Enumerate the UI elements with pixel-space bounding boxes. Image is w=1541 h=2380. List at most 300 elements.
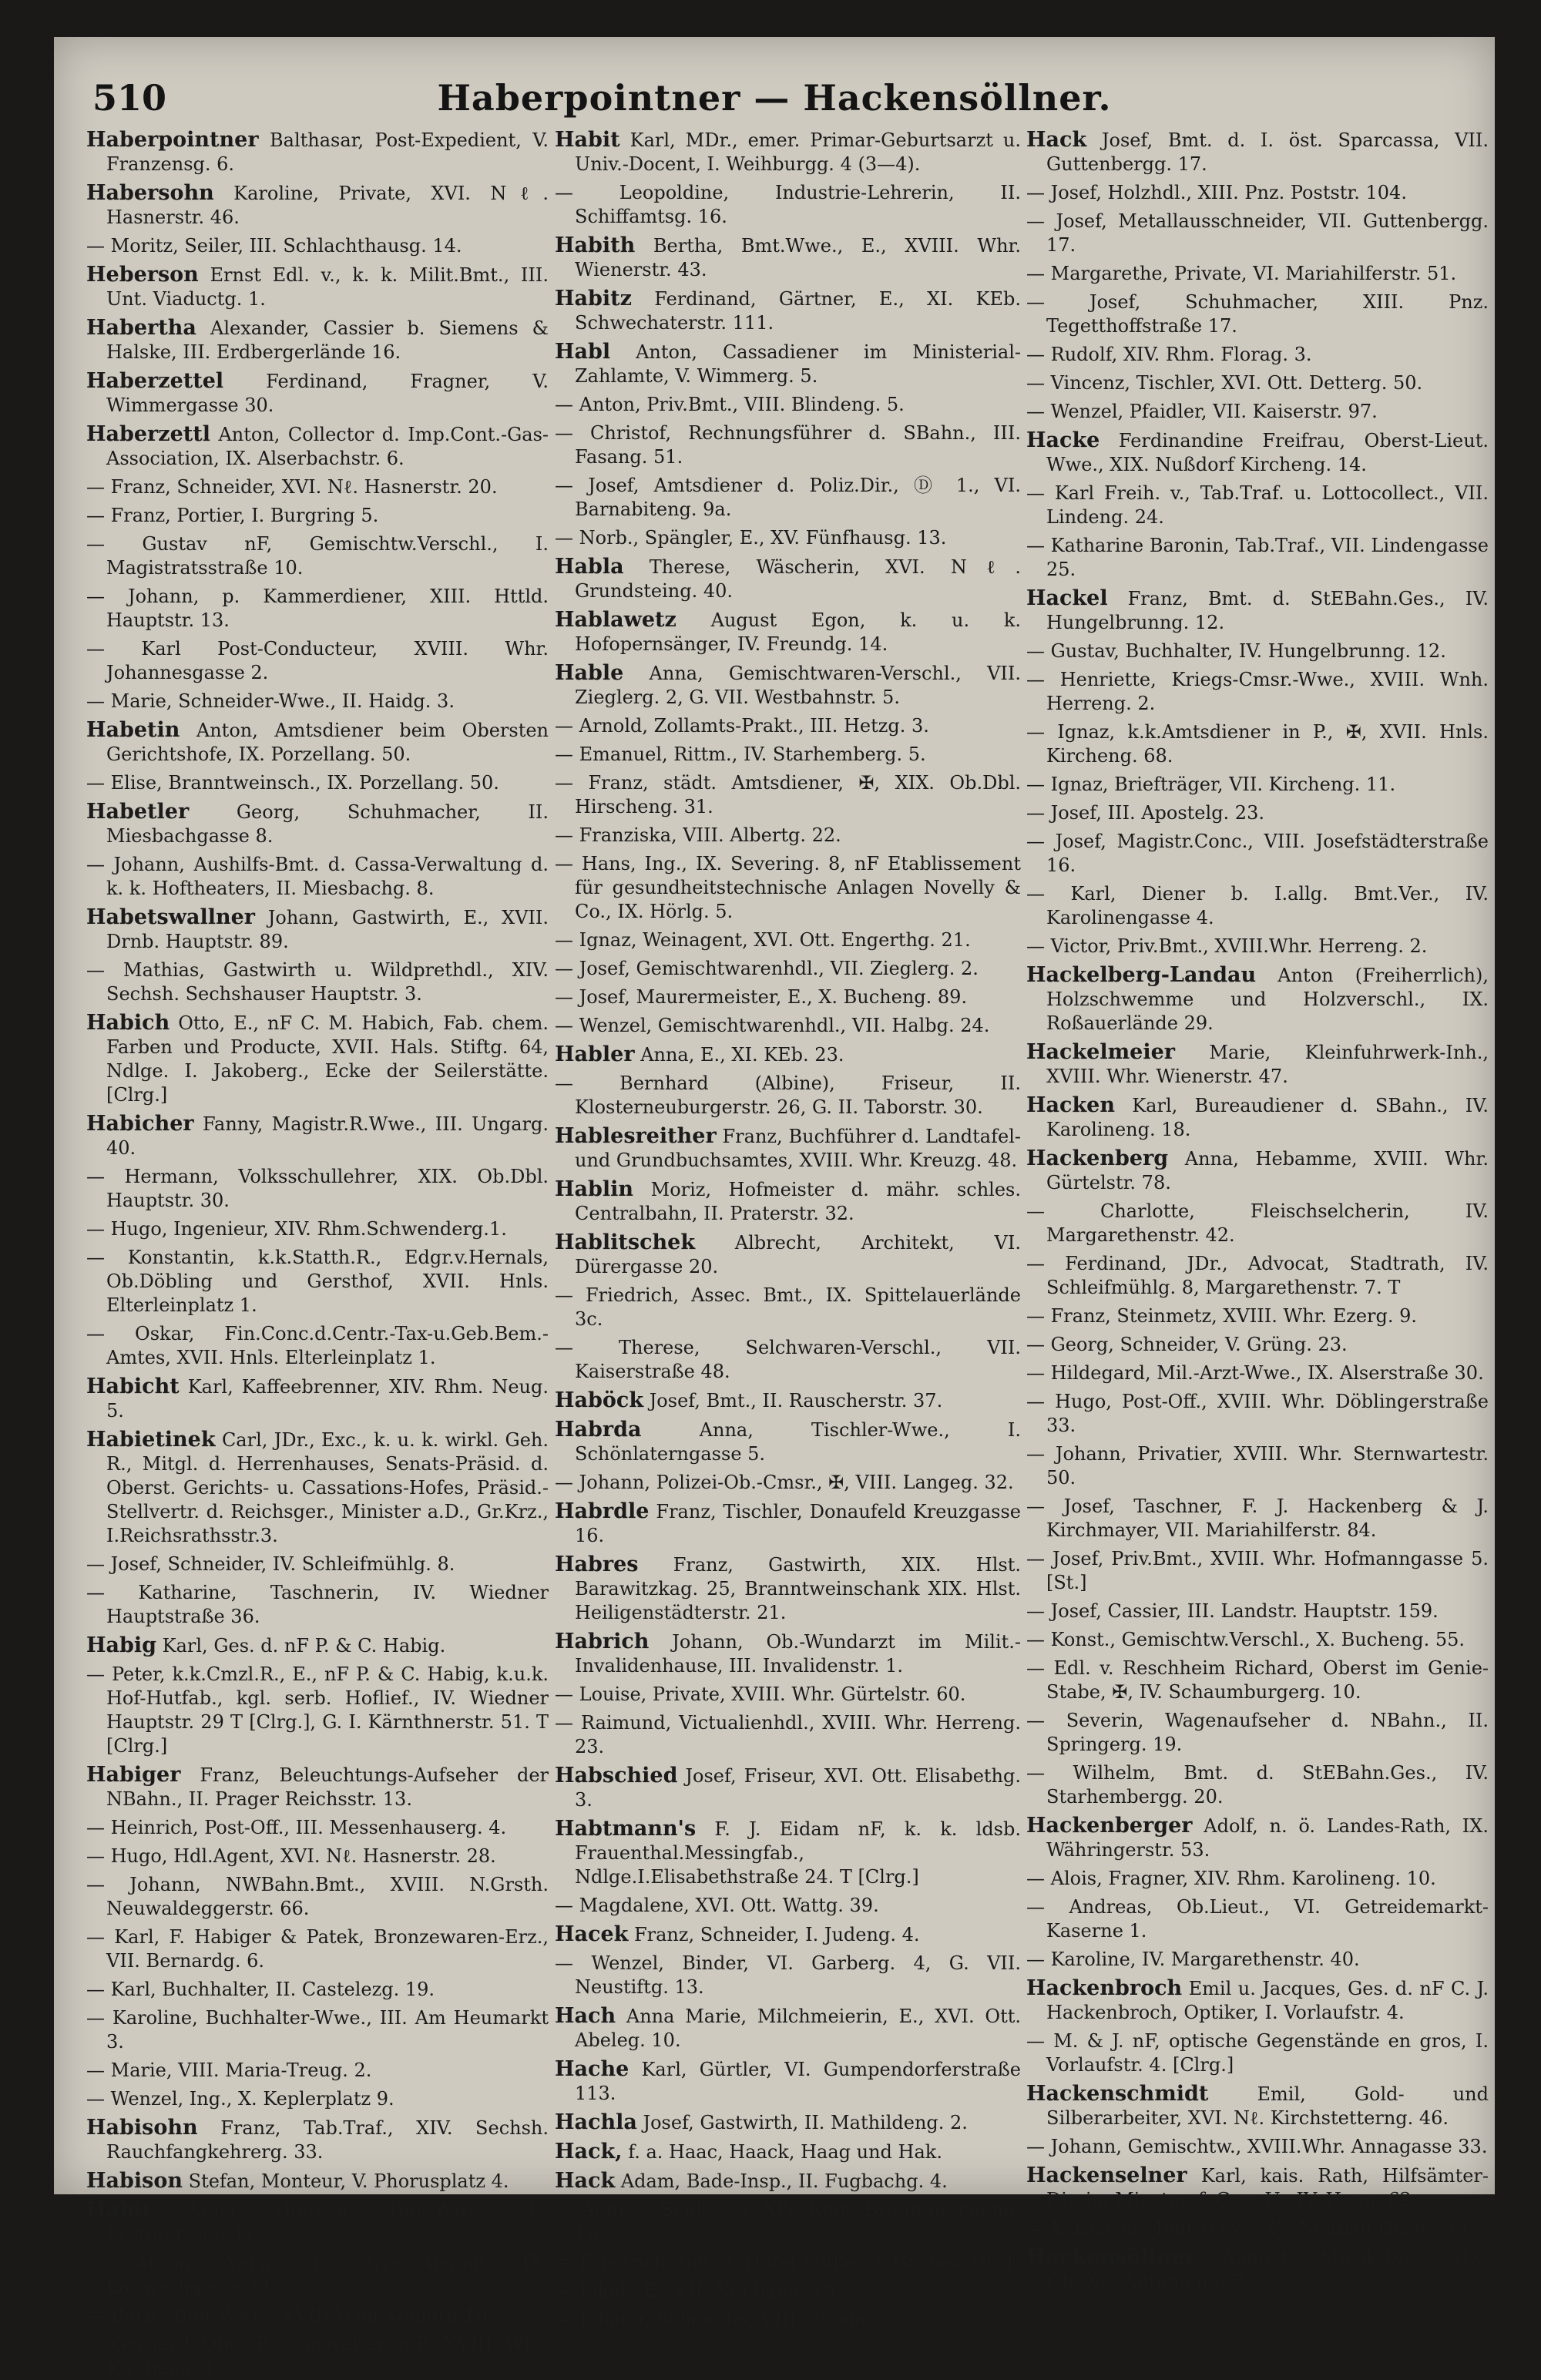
directory-entry: [86, 958, 549, 1006]
entry-details: Franz, Beleuchtungs-Aufseher der NBahn., II. Prager Reichsstr. 13.: [106, 1764, 549, 1810]
entry-details: — Franz, städt. Amtsdiener, ✠, XIX. Ob.Dbl. Hirscheng. 31.: [555, 772, 1021, 817]
entry-surname: Hacek: [555, 1922, 629, 1946]
directory-entry: [555, 287, 1021, 335]
entry-details: — Karoline, IV. Margarethenstr. 40.: [1026, 1949, 1360, 1970]
directory-entry: [1026, 1948, 1489, 1972]
entry-details: — Konst., Gemischtw.Verschl., X. Bucheng. 55.: [1026, 1629, 1465, 1650]
entry-details: Adam, Bade-Insp., II. Fugbachg. 4.: [620, 2170, 948, 2192]
entry-details: — Johann, Schneider, VIII. Skodag. 5.: [555, 2308, 908, 2330]
entry-surname: Hackel: [1026, 586, 1108, 610]
entry-surname: Hack,: [555, 2140, 623, 2163]
entry-surname: Haberzettl: [86, 422, 210, 446]
directory-entry: [555, 1922, 1021, 1947]
entry-surname: Haberpointner: [86, 128, 259, 152]
directory-entry: [86, 532, 549, 580]
directory-entry: [86, 128, 549, 176]
directory-entry: [1026, 428, 1489, 477]
entry-surname: Habit: [86, 2198, 152, 2222]
entry-details: — M. & J. nF, optische Gegenstände en gros, I. Vorlaufstr. 4. [Clrg.]: [1026, 2030, 1489, 2076]
entry-details: — Hermann, Volksschullehrer, XIX. Ob.Dbl. Hauptstr. 30.: [86, 1166, 549, 1211]
directory-entry: [555, 661, 1021, 710]
directory-entry: [1026, 639, 1489, 663]
entry-details: — Josef, Holzhdl., XIII. Pnz. Poststr. 104.: [1026, 182, 1407, 203]
entry-details: — Josef, Schuhmacher, XIII. Pnz. Tegetthoffstraße 17.: [1026, 291, 1489, 337]
directory-entry: [86, 1112, 549, 1160]
entry-details: Carl, JDr., Exc., k. u. k. wirkl. Geh. R., Mitgl. d. Herrenhauses, Senats-Präsid. d. Oberst. Gerichts- u. Cassations-Hofes, Präsid.-Stellvertr. d. Reichsger., Minister a.D., Gr.Krz., I.Reichsrathsstr.3.: [106, 1429, 549, 1546]
entry-surname: Habersohn: [86, 181, 214, 205]
directory-entry: [555, 1418, 1021, 1466]
directory-entry: [1026, 801, 1489, 825]
entry-details: — Wenzel, Pfaidler, VII. Kaiserstr. 97.: [1026, 401, 1378, 422]
entry-details: — Rudolf, XIV. Rhm. Florag. 3.: [1026, 344, 1312, 365]
directory-entry: [86, 1165, 549, 1213]
directory-entry: [1026, 1495, 1489, 1542]
directory-entry: [555, 1230, 1021, 1279]
directory-entry: [1026, 963, 1489, 1036]
entry-details: — Josef, Taschner, F. J. Hackenberg & J. Kirchmayer, VII. Mariahilferstr. 84.: [1026, 1495, 1489, 1541]
entry-details: — Johann, Gemischtw., XVIII.Whr. Annagasse 33.: [1026, 2136, 1488, 2157]
directory-entry: [86, 905, 549, 954]
entry-details: — Hugo, Post-Off., XVIII. Whr. Döblingerstraße 33.: [1026, 1391, 1489, 1436]
entry-details: — Margarethe, Private, VI. Mariahilferstr. 51.: [1026, 263, 1457, 284]
directory-entry: [86, 316, 549, 364]
directory-entry: [555, 393, 1021, 417]
entry-details: — Josef, Amtsdiener d. Poliz.Dir., Ⓓ 1., VI. Barnabiteng. 9a.: [555, 475, 1021, 520]
entry-details: f. a. Haac, Haack, Haag und Hak.: [628, 2141, 942, 2163]
entry-details: Alexander, Cassier b. Siemens & Halske, III. Erdbergerlände 16.: [106, 317, 549, 363]
directory-entry: [86, 585, 549, 633]
entry-details: — Josef, Schneider, IV. Schleifmühlg. 8.: [86, 1553, 455, 1575]
entry-details: — Anton, Verw. d. LIrren-Anstalt, IX. Lazarethgasse 14.: [86, 2252, 549, 2298]
entry-details: Anna Therese, Bmt.Wwe., II. Praterstraße 41.: [106, 2200, 549, 2245]
directory-entry: [86, 181, 549, 230]
directory-entry: [1026, 2245, 1489, 2294]
entry-details: — Edl. v. Reschheim Richard, Oberst im Genie-Stabe, ✠, IV. Schaumburgerg. 10.: [1026, 1657, 1489, 1703]
page-title: Haberpointner — Hackensöllner.: [437, 77, 1112, 119]
entry-details: Johann, Gastwirth, E., XVII. Drnb. Hauptstr. 89.: [106, 907, 549, 952]
entry-details: — Bernhard (Albine), Friseur, II. Klosterneuburgerstr. 26, G. II. Taborstr. 30.: [555, 1073, 1021, 1118]
entry-surname: Habetler: [86, 800, 190, 824]
entry-details: — Friedrich, Inh. d. Hotel Müller, I. Graben 19. T: [555, 2251, 1016, 2273]
directory-page: [54, 37, 1495, 2378]
entry-details: Adolf, n. ö. Landes-Rath, IX. Währingerstr. 53.: [1046, 1815, 1489, 1861]
entry-details: Albrecht, Architekt, VI. Dürergasse 20.: [575, 1232, 1021, 1277]
directory-entry: [1026, 400, 1489, 424]
column-2: [555, 128, 1022, 2330]
directory-entry: [555, 1711, 1021, 1759]
directory-entry: [555, 1336, 1021, 1384]
entry-details: — Wilhelm, Bmt. d. StEBahn.Ges., IV. Starhembergg. 20.: [1026, 1762, 1489, 1808]
entry-details: — Mathias, Gastwirth u. Wildprethdl., XIV. Sechsh. Sechshauser Hauptstr. 3.: [86, 959, 549, 1005]
directory-entry: [1026, 1600, 1489, 1623]
directory-entry: [86, 1978, 549, 2002]
directory-entry: [555, 233, 1021, 282]
directory-entry: [1026, 882, 1489, 930]
entry-surname: Habrich: [555, 1630, 650, 1653]
entry-details: — Josef, Priv.Bmt., XVIII. Whr. Hofmanngasse 5. [St.]: [1026, 1548, 1489, 1593]
entry-surname: Habig: [86, 1633, 157, 1657]
entry-details: Anna, E., XI. KEb. 23.: [640, 1044, 844, 1066]
directory-entry: [86, 853, 549, 901]
entry-details: Karl, Ges. d. nF P. & C. Habig.: [162, 1635, 446, 1657]
directory-entry: [1026, 1304, 1489, 1328]
entry-surname: Hackelberg-Landau: [1026, 963, 1257, 987]
directory-entry: [555, 1952, 1021, 1999]
entry-details: Ferdinandine Freifrau, Oberst-Lieut. Wwe., XIX. Nußdorf Kircheng. 14.: [1046, 430, 1489, 475]
entry-details: Josef, Gastwirth, II. Mathildeng. 2.: [643, 2112, 968, 2133]
directory-entry: [86, 2006, 549, 2054]
directory-entry: [555, 1817, 1021, 1889]
entry-details: — Andreas, Ob.Lieut., VI. Getreidemarkt-Kaserne 1.: [1026, 1896, 1489, 1942]
entry-surname: Hackenbroch: [1026, 1976, 1183, 2000]
entry-details: — Therese, Selchwaren-Verschl., VII. Kaiserstraße 48.: [555, 1337, 1021, 1382]
directory-entry: [555, 1042, 1021, 1067]
entry-details: — Johann, p. Kammerdiener, XIII. Httld. Hauptstr. 13.: [86, 586, 549, 631]
directory-entry: [1026, 1547, 1489, 1595]
entry-surname: Hablesreither: [555, 1124, 717, 1148]
directory-entry: [1026, 1146, 1489, 1195]
entry-surname: Habison: [86, 2169, 183, 2193]
directory-entry: [86, 1322, 549, 1370]
entry-details: Anna, Gemischtwaren-Verschl., VII. Zieglerg. 2, G. VII. Westbahnstr. 5.: [575, 663, 1021, 708]
entry-details: — Karl, Buchhalter, II. Castelezg. 19.: [86, 1979, 435, 2000]
directory-entry: [86, 1217, 549, 1241]
entry-details: — Gustav, Buchhalter, IV. Hungelbrunng. 12.: [1026, 640, 1446, 662]
entry-surname: Habl: [555, 340, 611, 364]
entry-details: — Marie, Schneider-Wwe., II. Haidg. 3.: [86, 690, 455, 712]
entry-details: — Franz, Portier, I. Burgring 5.: [86, 505, 379, 526]
directory-entry: [86, 263, 549, 311]
entry-details: — Charlotte, Fleischselcherin, IV. Margarethenstr. 42.: [1026, 1200, 1489, 1246]
entry-details: — Raimund, Victualienhdl., XVIII. Whr. Herreng. 23.: [555, 1712, 1021, 1757]
directory-entry: [1026, 343, 1489, 367]
entry-surname: Hackenschmidt: [1026, 2082, 1209, 2106]
directory-entry: [86, 1553, 549, 1576]
entry-details: — Gerhard, Ober-Postverwalter in P., XVIII. Whr. Kircheng. 1.: [86, 2333, 549, 2378]
entry-details: Balthasar, Post-Expedient, V. Franzensg. 6.: [106, 129, 549, 175]
directory-entry: [555, 824, 1021, 848]
entry-surname: Hable: [555, 661, 624, 685]
entry-details: — Elise, Branntweinsch., IX. Porzellang. 50.: [86, 772, 499, 794]
entry-details: — Karl Post-Conducteur, XVIII. Whr. Johannesgasse 2.: [86, 638, 549, 683]
entry-surname: Hacken: [1026, 1093, 1115, 1117]
entry-surname: Hablitschek: [555, 1230, 696, 1254]
entry-details: — Peter, k.k.Cmzl.R., E., nF P. & C. Habig, k.u.k. Hof-Hutfab., kgl. serb. Hoflief., IV. Wiedner Hauptstr. 29 T [Clrg.], G. I. Kärnthnerstr. 51. T [Clrg.]: [86, 1663, 549, 1757]
directory-entry: [86, 2332, 549, 2380]
entry-surname: Hackenberg: [1026, 1146, 1169, 1170]
entry-surname: Habertha: [86, 316, 196, 340]
directory-entry: [86, 422, 549, 471]
entry-details: Franz, Tab.Traf., XIV. Sechsh. Rauchfangkehrerg. 33.: [106, 2117, 549, 2163]
directory-entry: [555, 2140, 1021, 2164]
entry-details: — Vincenz, Tischler, XVI. Ott. Detterg. 50.: [1026, 372, 1423, 394]
directory-entry: [1026, 1361, 1489, 1385]
entry-surname: Habicht: [86, 1375, 180, 1398]
entry-details: — Josef, Metallausschneider, VII. Guttenbergg. 17.: [1026, 210, 1489, 256]
directory-entry: [555, 1630, 1021, 1678]
directory-entry: [1026, 1252, 1489, 1300]
directory-entry: [555, 1894, 1021, 1918]
entry-details: Anna Marie, Milchmeierin, E., XVI. Ott. Abeleg. 10.: [575, 2006, 1022, 2051]
entry-surname: Habrdle: [555, 1499, 650, 1523]
directory-entry: [86, 2087, 549, 2111]
entry-details: — Christof, Rechnungsführer d. SBahn., III. Fasang. 51.: [555, 422, 1021, 468]
directory-entry: [555, 1124, 1021, 1173]
entry-details: — Katharine Baronin, Tab.Traf., VII. Lindengasse 25.: [1026, 535, 1489, 580]
directory-entry: [555, 852, 1021, 924]
entry-details: — Ignaz, Briefträger, VII. Kircheng. 11.: [1026, 774, 1396, 795]
directory-entry: [1026, 1628, 1489, 1652]
directory-entry: [555, 1284, 1021, 1331]
directory-entry: [1026, 773, 1489, 797]
entry-details: Ernst Edl. v., k. k. Milit.Bmt., III. Unt. Viaductg. 1.: [106, 264, 549, 310]
directory-entry: [555, 2251, 1021, 2274]
directory-entry: [555, 1499, 1021, 1548]
entry-details: — Johann, NWBahn.Bmt., XVIII. N.Grsth. Neuwaldeggerstr. 66.: [86, 1874, 549, 1919]
entry-details: — Ferdinand, JDr., Advocat, Stadtrath, IV. Schleifmühlg. 8, Margarethenstr. 7. T: [1026, 1253, 1489, 1298]
column-1: [86, 128, 549, 2378]
directory-entry: [555, 957, 1021, 981]
directory-entry: [86, 1845, 549, 1868]
entry-surname: Habit: [555, 128, 620, 152]
entry-details: — Karl, Diener b. I.allg. Bmt.Ver., IV. Karolinengasse 4.: [1026, 883, 1489, 928]
entry-details: — Oskar, Fin.Conc.d.Centr.-Tax-u.Geb.Bem.-Amtes, XVII. Hnls. Elterleinplatz 1.: [86, 1323, 549, 1368]
entry-details: August, Musik-Dir., XIX. Ob.Dbl. Antonieng. 7.: [1046, 2247, 1489, 2292]
entry-surname: Hablawetz: [555, 608, 676, 632]
directory-entry: [1026, 2163, 1489, 2212]
entry-details: — Heinrich, Post-Off., III. Messenhauserg. 4.: [86, 1817, 507, 1838]
entry-details: Josef, Friseur, XVI. Ott. Elisabethg. 3.: [575, 1765, 1021, 1811]
directory-entry: [555, 1014, 1021, 1038]
directory-entry: [555, 1764, 1021, 1812]
directory-entry: [555, 2169, 1021, 2194]
entry-surname: Habler: [555, 1042, 635, 1066]
directory-entry: [1026, 935, 1489, 958]
directory-entry: [86, 1816, 549, 1840]
directory-entry: [555, 2004, 1021, 2053]
entry-surname: Haberzettel: [86, 369, 224, 393]
directory-entry: [555, 2198, 1021, 2246]
directory-entry: [555, 2308, 1021, 2331]
directory-entry: [1026, 1709, 1489, 1757]
entry-surname: Habitz: [555, 287, 632, 311]
directory-entry: [1026, 1390, 1489, 1438]
directory-entry: [86, 1246, 549, 1318]
entry-details: — Jakob, E., VII. Neubaug. 18.: [555, 2280, 841, 2301]
directory-entry: [555, 128, 1021, 176]
entry-surname: Habetswallner: [86, 905, 256, 929]
directory-entry: [86, 1633, 549, 1658]
entry-details: Franz, Buchführer d. Landtafel- und Grundbuchsamtes, XVIII. Whr. Kreuzg. 48.: [575, 1126, 1021, 1171]
directory-entry: [1026, 1333, 1489, 1357]
entry-details: Franz, Schneider, I. Judeng. 4.: [633, 1924, 920, 1945]
entry-details: — Franz, Steinmetz, XVIII. Whr. Ezerg. 9.: [1026, 1305, 1418, 1327]
directory-entry: [1026, 1761, 1489, 1809]
entry-surname: Hackenberger: [1026, 1814, 1193, 1838]
entry-details: — Karoline, Buchhalter-Wwe., III. Am Heumarkt 3.: [86, 2007, 549, 2053]
entry-details: — Josef, Gemischtwarenhdl., VII. Zieglerg. 2.: [555, 958, 979, 979]
directory-entry: [86, 1011, 549, 1107]
entry-details: Josef, Bmt. d. I. öst. Sparcassa, VII. Guttenbergg. 17.: [1046, 129, 1489, 175]
directory-entry: [555, 608, 1021, 656]
entry-details: — Johann, Privatier, XVIII. Whr. Sternwartestr. 50.: [1026, 1443, 1489, 1489]
entry-details: Fanny, Magistr.R.Wwe., III. Ungarg. 40.: [106, 1113, 549, 1159]
directory-entry: [1026, 586, 1489, 635]
directory-entry: [1026, 1657, 1489, 1704]
entry-details: — Norb., Spängler, E., XV. Fünfhausg. 13.: [555, 527, 947, 549]
directory-entry: [555, 1471, 1021, 1495]
directory-entry: [86, 475, 549, 499]
directory-entry: [86, 1663, 549, 1758]
entry-details: — Hans, Ing., IX. Severing. 8, nF Etablissement für gesundheitstechnische Anlagen Novelly & Co., IX. Hörlg. 5.: [555, 853, 1021, 922]
entry-surname: Hack: [1026, 128, 1087, 152]
entry-details: — Henriette, Kriegs-Cmsr.-Wwe., XVIII. Wnh. Herreng. 2.: [1026, 669, 1489, 714]
entry-details: Karl, kais. Rath, Hilfsämter-Dir. im Minstm. f. C. u. U., IV. Heug. 62.: [1046, 2165, 1489, 2210]
entry-details: — Severin, Wagenaufseher d. NBahn., II. Springerg. 19.: [1026, 1710, 1489, 1755]
entry-details: — Emanuel, Rittm., IV. Starhemberg. 5.: [555, 744, 926, 765]
entry-surname: Hackenselner: [1026, 2163, 1187, 2187]
entry-details: — Konstantin, k.k.Statth.R., Edgr.v.Hernals, Ob.Döbling und Gersthof, XVII. Hnls. Elterleinplatz 1.: [86, 1247, 549, 1316]
entry-surname: Habschied: [555, 1764, 678, 1788]
directory-entry: [555, 2057, 1021, 2106]
entry-surname: Habtmann's: [555, 1817, 697, 1841]
entry-details: Anton (Freiherrlich), Holzschwemme und Holzverschl., IX. Roßauerlände 29.: [1046, 965, 1489, 1034]
directory-entry: [1026, 2029, 1489, 2077]
entry-details: — Louise, Private, XVIII. Whr. Gürtelstr. 60.: [555, 1683, 966, 1705]
entry-details: — Friedrich, Assec. Bmt., IX. Spittelauerlände 3c.: [555, 1284, 1021, 1330]
entry-details: — Ignaz, Weinagent, XVI. Ott. Engerthg. 21.: [555, 929, 971, 951]
entry-details: — Josef, Maurermeister, E., X. Bucheng. 89.: [555, 986, 968, 1008]
entry-details: — Alois, Fragner, XIV. Rhm. Karolineng. 10.: [1026, 1868, 1436, 1889]
directory-entry: [86, 1375, 549, 1423]
entry-surname: Habla: [555, 555, 624, 579]
directory-entry: [555, 474, 1021, 522]
directory-entry: [1026, 1040, 1489, 1089]
directory-entry: [555, 1072, 1021, 1120]
entry-details: Ferdinand, Gärtner, E., XI. KEb. Schwechaterstr. 111.: [575, 288, 1021, 334]
directory-entry: [555, 1553, 1021, 1625]
entry-details: Anton, Cassadiener im Ministerial-Zahlamte, V. Wimmerg. 5.: [575, 341, 1021, 387]
entry-details: — Katharine, Taschnerin, IV. Wiedner Hauptstraße 36.: [86, 1582, 549, 1627]
entry-surname: Hache: [555, 2057, 629, 2081]
directory-entry: [86, 2198, 549, 2247]
directory-entry: [555, 1177, 1021, 1226]
directory-entry: [86, 1873, 549, 1921]
entry-details: — Josef, Cassier, III. Landstr. Hauptstr. 159.: [1026, 1600, 1439, 1622]
directory-entry: [1026, 2217, 1489, 2241]
entry-surname: Haböck: [555, 1388, 644, 1412]
directory-entry: [1026, 262, 1489, 286]
entry-details: — Arnold, Zollamts-Prakt., III. Hetzg. 3.: [555, 715, 929, 737]
directory-entry: [86, 800, 549, 848]
directory-entry: [86, 2059, 549, 2083]
entry-details: — Marie, VIII. Maria-Treug. 2.: [86, 2059, 372, 2081]
entry-details: F. J. Eidam nF, k. k. ldsb. Frauenthal.Messingfab., Ndlge.I.Elisabethstraße 24. T [Clrg.]: [575, 1818, 1021, 1888]
page-header: [54, 77, 1495, 131]
directory-entry: [1026, 668, 1489, 716]
entry-details: — Johann, Aushilfs-Bmt. d. Cassa-Verwaltung d. k. k. Hoftheaters, II. Miesbachg. 8.: [86, 854, 549, 899]
entry-details: Johann, Ob.-Wundarzt im Milit.-Invalidenhause, III. Invalidenstr. 1.: [575, 1631, 1021, 1677]
directory-entry: [86, 234, 549, 258]
entry-details: — Katharine, Bmt.Wwe., XV. Neubau-Gürtel 39.: [1026, 2217, 1474, 2239]
directory-entry: [86, 1428, 549, 1548]
directory-entry: [86, 2169, 549, 2194]
entry-details: — Magdalene, XVI. Ott. Wattg. 39.: [555, 1895, 879, 1916]
directory-entry: [1026, 1200, 1489, 1247]
entry-details: Anton, Amtsdiener beim Obersten Gerichtshofe, IX. Porzellang. 50.: [106, 720, 549, 765]
entry-details: Karl, Kaffeebrenner, XIV. Rhm. Neug. 5.: [106, 1376, 549, 1422]
directory-entry: [86, 1581, 549, 1629]
directory-entry: [86, 690, 549, 713]
directory-entry: [555, 771, 1021, 819]
entry-details: — Moritz, Seiler, III. Schlachthausg. 14.: [86, 235, 462, 257]
directory-entry: [86, 2116, 549, 2164]
entry-details: Therese, Wäscherin, XVI. Nℓ. Grundsteing. 40.: [575, 556, 1021, 602]
entry-details: — Franziska, VIII. Albertg. 22.: [555, 824, 841, 846]
directory-entry: [1026, 482, 1489, 529]
entry-details: Ferdinand, Fragner, V. Wimmergasse 30.: [106, 371, 549, 416]
directory-entry: [86, 2251, 549, 2299]
page-number: 510: [92, 77, 167, 119]
directory-entry: [86, 504, 549, 528]
entry-details: — Barb., Bmt.Wwe., XVIII.Wnh.Köhlerg.10.: [86, 2304, 494, 2326]
directory-entry: [555, 181, 1021, 229]
entry-surname: Hacke: [1026, 428, 1100, 452]
directory-entry: [1026, 128, 1489, 176]
directory-entry: [555, 555, 1021, 603]
entry-surname: Heberson: [86, 263, 199, 287]
directory-entry: [1026, 720, 1489, 768]
entry-details: Franz, Tischler, Donaufeld Kreuzgasse 16.: [575, 1501, 1021, 1546]
directory-entry: [86, 1763, 549, 1811]
entry-details: Stefan, Monteur, V. Phorusplatz 4.: [188, 2170, 509, 2192]
entry-surname: Habres: [555, 1553, 639, 1576]
directory-entry: [555, 743, 1021, 767]
entry-details: — Wenzel, Binder, VI. Garberg. 4, G. VII. Neustiftg. 13.: [555, 1952, 1021, 1998]
entry-details: — Karl Freih. v., Tab.Traf. u. Lottocollect., VII. Lindeng. 24.: [1026, 482, 1489, 528]
entry-details: — Josef, Magistr.Conc., VIII. Josefstädterstraße 16.: [1026, 831, 1489, 876]
entry-details: — Georg, Schneider, V. Grüng. 23.: [1026, 1334, 1348, 1355]
directory-entry: [1026, 534, 1489, 582]
entry-surname: Habich: [86, 1011, 170, 1035]
entry-details: Karl, Gürtler, VI. Gumpendorferstraße 113.: [575, 2059, 1021, 2104]
directory-entry: [555, 714, 1021, 738]
entry-surname: Hackensöllner: [1026, 2245, 1196, 2269]
directory-entry: [555, 340, 1021, 388]
entry-details: Anna, Tischler-Wwe., I. Schönlaterngasse 5.: [575, 1419, 1021, 1465]
entry-details: Bertha, Bmt.Wwe., E., XVIII. Whr. Wienerstr. 43.: [575, 235, 1021, 280]
directory-entry: [1026, 1093, 1489, 1142]
entry-details: — Ignaz, k.k.Amtsdiener in P., ✠, XVII. Hnls. Kircheng. 68.: [1026, 721, 1489, 767]
directory-entry: [86, 1925, 549, 1973]
entry-details: Marie, Kleinfuhrwerk-Inh., XVIII. Whr. Wienerstr. 47.: [1046, 1042, 1489, 1087]
directory-entry: [1026, 830, 1489, 878]
directory-entry: [1026, 1442, 1489, 1490]
directory-entry: [555, 2279, 1021, 2303]
entry-details: Otto, E., nF C. M. Habich, Fab. chem. Farben und Producte, XVII. Hals. Stiftg. 64, Ndlge. I. Jakoberg., Ecke der Seilerstätte. [Clrg.]: [106, 1012, 549, 1106]
directory-entry: [1026, 2082, 1489, 2130]
entry-surname: Hackelmeier: [1026, 1040, 1175, 1064]
entry-details: — Gustav nF, Gemischtw.Verschl., I. Magistratsstraße 10.: [86, 533, 549, 579]
entry-surname: Habiger: [86, 1763, 181, 1787]
entry-surname: Hachla: [555, 2110, 637, 2134]
directory-entry: [555, 421, 1021, 469]
entry-details: — Josef, III. Apostelg. 23.: [1026, 802, 1264, 824]
entry-details: — Hugo, Hdl.Agent, XVI. Nℓ. Hasnerstr. 28.: [86, 1845, 496, 1867]
directory-entry: [1026, 2135, 1489, 2159]
entry-details: — Johann, Polizei-Ob.-Cmsr., ✠, VIII. Langeg. 32.: [555, 1472, 1014, 1493]
entry-surname: Hack: [555, 2169, 616, 2193]
